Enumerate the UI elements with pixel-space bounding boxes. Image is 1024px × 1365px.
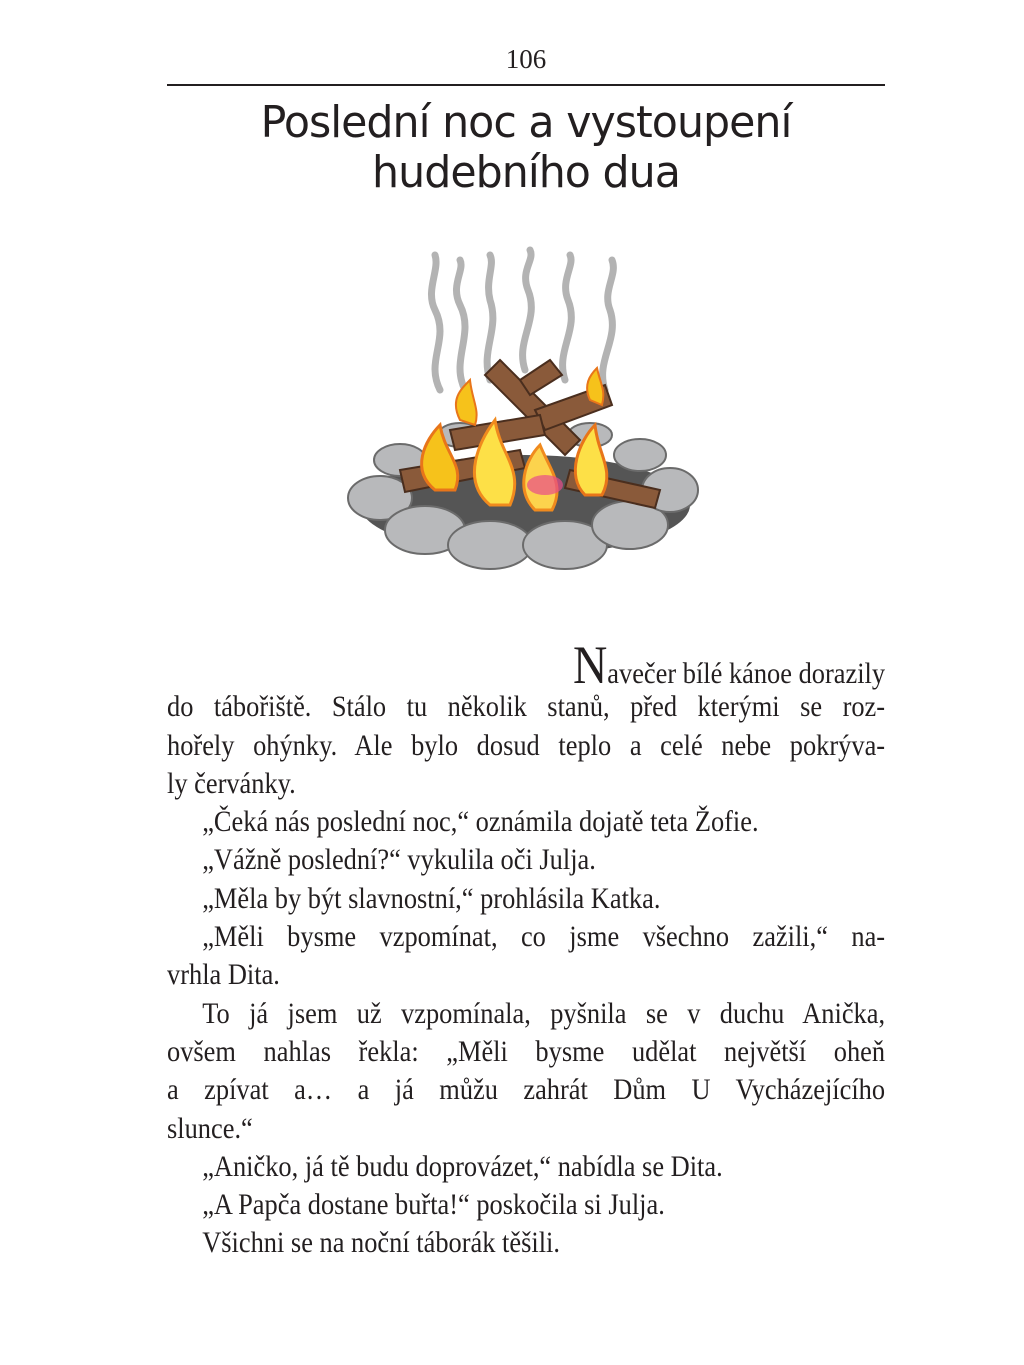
smoke bbox=[431, 250, 613, 390]
text-line: Všichni se na noční táborák těšili. bbox=[202, 1226, 560, 1260]
first-line bbox=[167, 635, 886, 695]
text-line: „A Papča dostane buřta!“ poskočila si Julja. bbox=[202, 1188, 665, 1222]
text-line: slunce.“ bbox=[167, 1111, 253, 1145]
text-line: ovšem nahlas řekla: „Měli bysme udělat největší oheň bbox=[167, 1034, 886, 1068]
text-line: To já jsem už vzpomínala, pyšnila se v duchu Anička, bbox=[202, 996, 886, 1030]
text-line: vrhla Dita. bbox=[167, 958, 280, 992]
text-line: „Měla by být slavnostní,“ prohlásila Katka. bbox=[202, 881, 661, 915]
chapter-title-line-1: Poslední noc a vystoupení bbox=[260, 97, 792, 148]
text-line: ly červánky. bbox=[167, 766, 296, 800]
page-number: 106 bbox=[505, 44, 547, 74]
campfire-illustration bbox=[340, 240, 710, 580]
text-line: „Aničko, já tě budu doprovázet,“ nabídla se Dita. bbox=[202, 1149, 723, 1183]
chapter-title-line-2: hudebního dua bbox=[372, 147, 680, 198]
text-line: a zpívat a… a já můžu zahrát Dům U Vycházejícího bbox=[167, 1073, 886, 1107]
first-line-text: avečer bílé kánoe dorazily bbox=[607, 657, 886, 690]
body-text bbox=[167, 635, 886, 1263]
text-line: „Měli bysme vzpomínat, co jsme všechno zažili,“ na- bbox=[202, 920, 886, 954]
text-line: hořely ohýnky. Ale bylo dosud teplo a celé nebe pokrýva- bbox=[167, 728, 886, 762]
text-line: do tábořiště. Stálo tu několik stanů, před kterými se roz- bbox=[167, 690, 886, 724]
header-rule bbox=[167, 84, 885, 86]
drop-cap: N bbox=[572, 635, 608, 695]
chapter-title bbox=[16, 98, 1024, 198]
text-line: „Vážně poslední?“ vykulila oči Julja. bbox=[202, 843, 596, 877]
text-line: „Čeká nás poslední noc,“ oznámila dojatě teta Žofie. bbox=[202, 805, 759, 839]
